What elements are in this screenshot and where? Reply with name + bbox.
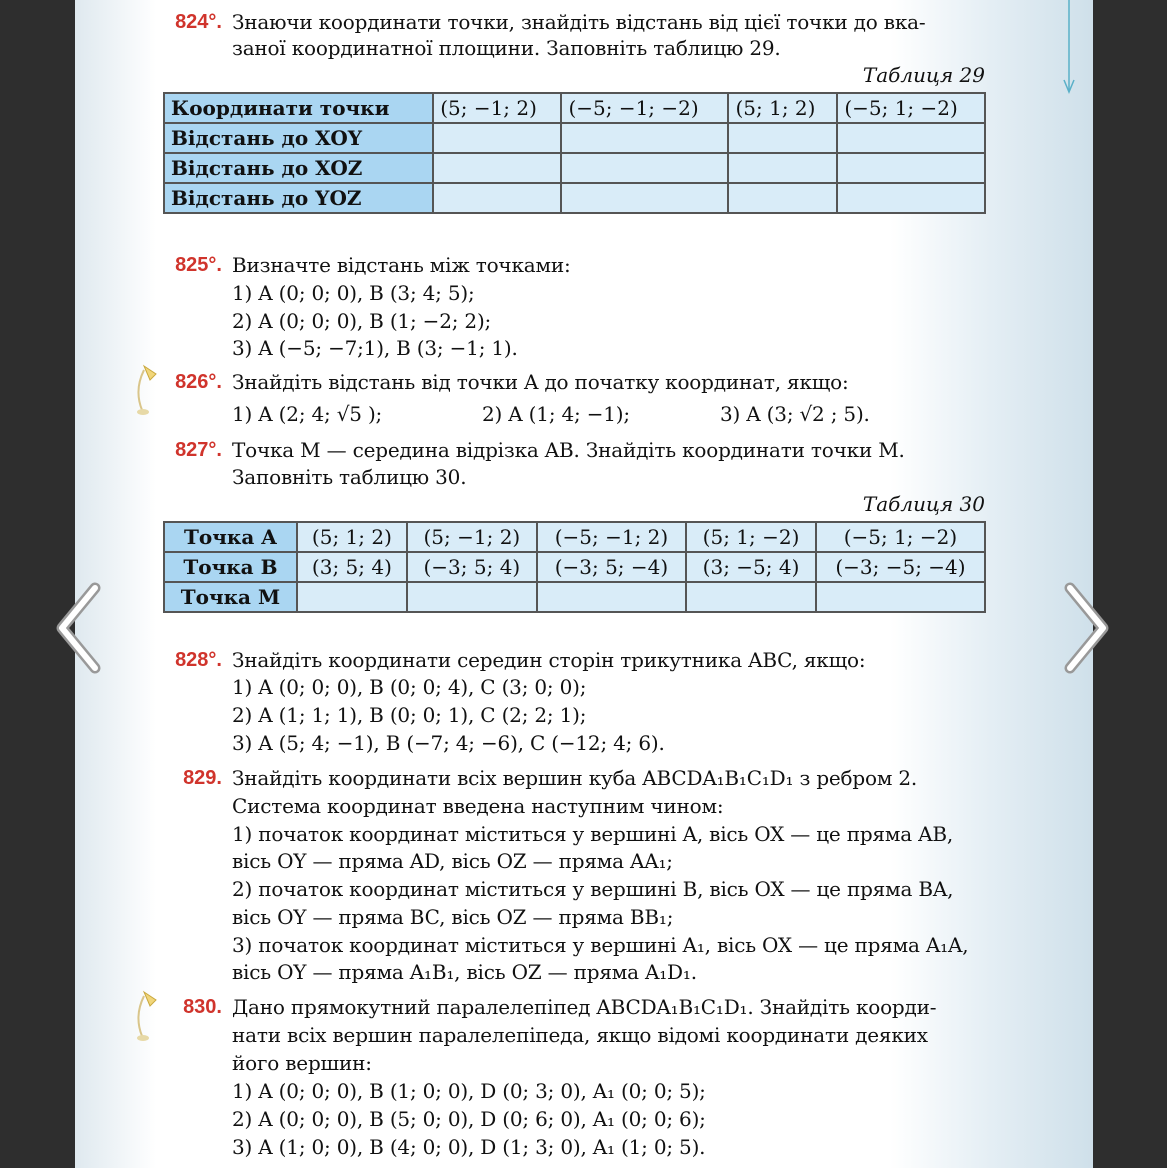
problem-text-line: вісь OY — пряма A₁B₁, вісь OZ — пряма A₁D₁.	[232, 960, 697, 984]
problem-text-line: вісь OY — пряма AD, вісь OZ — пряма AA₁;	[232, 849, 673, 873]
row-header: Точка B	[164, 552, 297, 582]
table-29	[163, 92, 986, 214]
empty-cell[interactable]	[561, 183, 728, 213]
empty-cell[interactable]	[837, 183, 985, 213]
empty-cell[interactable]	[561, 123, 728, 153]
problem-text-line: 3) A (−5; −7;1), B (3; −1; 1).	[232, 336, 518, 360]
empty-cell[interactable]	[837, 123, 985, 153]
row-header: Відстань до XOZ	[164, 153, 433, 183]
table-cell: (−3; −5; −4)	[816, 552, 985, 582]
problem-text-line: 3) A (5; 4; −1), B (−7; 4; −6), C (−12; 4; 6).	[232, 731, 665, 755]
row-header: Точка A	[164, 522, 297, 552]
previous-page-button[interactable]	[50, 582, 110, 674]
problem-text-line: 1) A (0; 0; 0), B (0; 0; 4), C (3; 0; 0);	[232, 675, 587, 699]
column-header: (−5; −1; −2)	[561, 93, 728, 123]
empty-cell[interactable]	[686, 582, 816, 612]
problem-text-line: вісь OY — пряма BC, вісь OZ — пряма BB₁;	[232, 905, 674, 929]
problem-text-line: Заповніть таблицю 30.	[232, 465, 467, 489]
problem-number: 825°.	[175, 254, 222, 276]
problem-number: 830.	[183, 996, 222, 1018]
scroll-arrow-icon	[1063, 0, 1075, 95]
problem-text-line: 2) A (0; 0; 0), B (5; 0; 0), D (0; 6; 0), A₁ (0; 0; 6);	[232, 1107, 706, 1131]
empty-cell[interactable]	[816, 582, 985, 612]
empty-cell[interactable]	[407, 582, 537, 612]
table-cell: (5; 1; 2)	[297, 522, 407, 552]
answer-option: 2) A (1; 4; −1);	[482, 402, 630, 426]
empty-cell[interactable]	[433, 183, 561, 213]
empty-cell[interactable]	[433, 123, 561, 153]
problem-text-line: Знайдіть відстань від точки A до початку координат, якщо:	[232, 370, 849, 394]
problem-number: 829.	[183, 767, 222, 789]
empty-cell[interactable]	[728, 123, 837, 153]
table-cell: (−5; 1; −2)	[816, 522, 985, 552]
row-header: Відстань до YOZ	[164, 183, 433, 213]
empty-cell[interactable]	[537, 582, 686, 612]
empty-cell[interactable]	[561, 153, 728, 183]
table-30	[163, 521, 986, 613]
answer-option: 1) A (2; 4; √5 );	[232, 402, 383, 426]
problem-number: 824°.	[175, 11, 222, 33]
empty-cell[interactable]	[728, 153, 837, 183]
table-cell: (−3; 5; −4)	[537, 552, 686, 582]
problem-text-line: Точка M — середина відрізка AB. Знайдіть координати точки M.	[232, 438, 905, 462]
problem-text-line: Знайдіть координати всіх вершин куба ABCDA₁B₁C₁D₁ з ребром 2.	[232, 766, 918, 790]
row-header: Координати точки	[164, 93, 433, 123]
problem-text-line: заної координатної площини. Заповніть таблицю 29.	[232, 36, 781, 60]
lamp-icon	[130, 362, 160, 417]
problem-text-line: 1) A (0; 0; 0), B (3; 4; 5);	[232, 281, 475, 305]
problem-text-line: 2) A (1; 1; 1), B (0; 0; 1), C (2; 2; 1);	[232, 703, 587, 727]
empty-cell[interactable]	[433, 153, 561, 183]
column-header: (5; −1; 2)	[433, 93, 561, 123]
lamp-icon	[130, 988, 160, 1043]
table-cell: (5; −1; 2)	[407, 522, 537, 552]
empty-cell[interactable]	[297, 582, 407, 612]
problem-number: 827°.	[175, 439, 222, 461]
table-cell: (5; 1; −2)	[686, 522, 816, 552]
empty-cell[interactable]	[728, 183, 837, 213]
problem-text-line: 2) початок координат міститься у вершині B, вісь OX — це пряма BA,	[232, 877, 954, 901]
problem-text-line: Знаючи координати точки, знайдіть відстань від цієї точки до вка-	[232, 10, 926, 34]
problem-text-line: Визначте відстань між точками:	[232, 253, 571, 277]
problem-number: 828°.	[175, 649, 222, 671]
problem-text-line: Система координат введена наступним чином:	[232, 794, 724, 818]
problem-text-line: Знайдіть координати середин сторін трикутника ABC, якщо:	[232, 648, 866, 672]
problem-text-line: нати всіх вершин паралелепіпеда, якщо відомі координати деяких	[232, 1023, 928, 1047]
problem-text-line: 1) A (0; 0; 0), B (1; 0; 0), D (0; 3; 0), A₁ (0; 0; 5);	[232, 1079, 706, 1103]
column-header: (−5; 1; −2)	[837, 93, 985, 123]
problem-text-line: 3) A (1; 0; 0), B (4; 0; 0), D (1; 3; 0), A₁ (1; 0; 5).	[232, 1135, 706, 1159]
row-header: Відстань до XOY	[164, 123, 433, 153]
table-cell: (3; −5; 4)	[686, 552, 816, 582]
problem-text-line: 2) A (0; 0; 0), B (1; −2; 2);	[232, 309, 492, 333]
problem-number: 826°.	[175, 371, 222, 393]
table-caption: Таблиця 30	[862, 492, 985, 516]
problem-text-line: його вершин:	[232, 1051, 372, 1075]
column-header: (5; 1; 2)	[728, 93, 837, 123]
problem-text-line: 3) початок координат міститься у вершині A₁, вісь OX — це пряма A₁A,	[232, 933, 969, 957]
empty-cell[interactable]	[837, 153, 985, 183]
problem-text-line: Дано прямокутний паралелепіпед ABCDA₁B₁C₁D₁. Знайдіть коорди-	[232, 995, 937, 1019]
row-header: Точка M	[164, 582, 297, 612]
table-cell: (3; 5; 4)	[297, 552, 407, 582]
table-caption: Таблиця 29	[862, 63, 985, 87]
answer-option: 3) A (3; √2 ; 5).	[720, 402, 870, 426]
table-cell: (−5; −1; 2)	[537, 522, 686, 552]
next-page-button[interactable]	[1058, 582, 1118, 674]
table-cell: (−3; 5; 4)	[407, 552, 537, 582]
problem-text-line: 1) початок координат міститься у вершині A, вісь OX — це пряма AB,	[232, 822, 953, 846]
